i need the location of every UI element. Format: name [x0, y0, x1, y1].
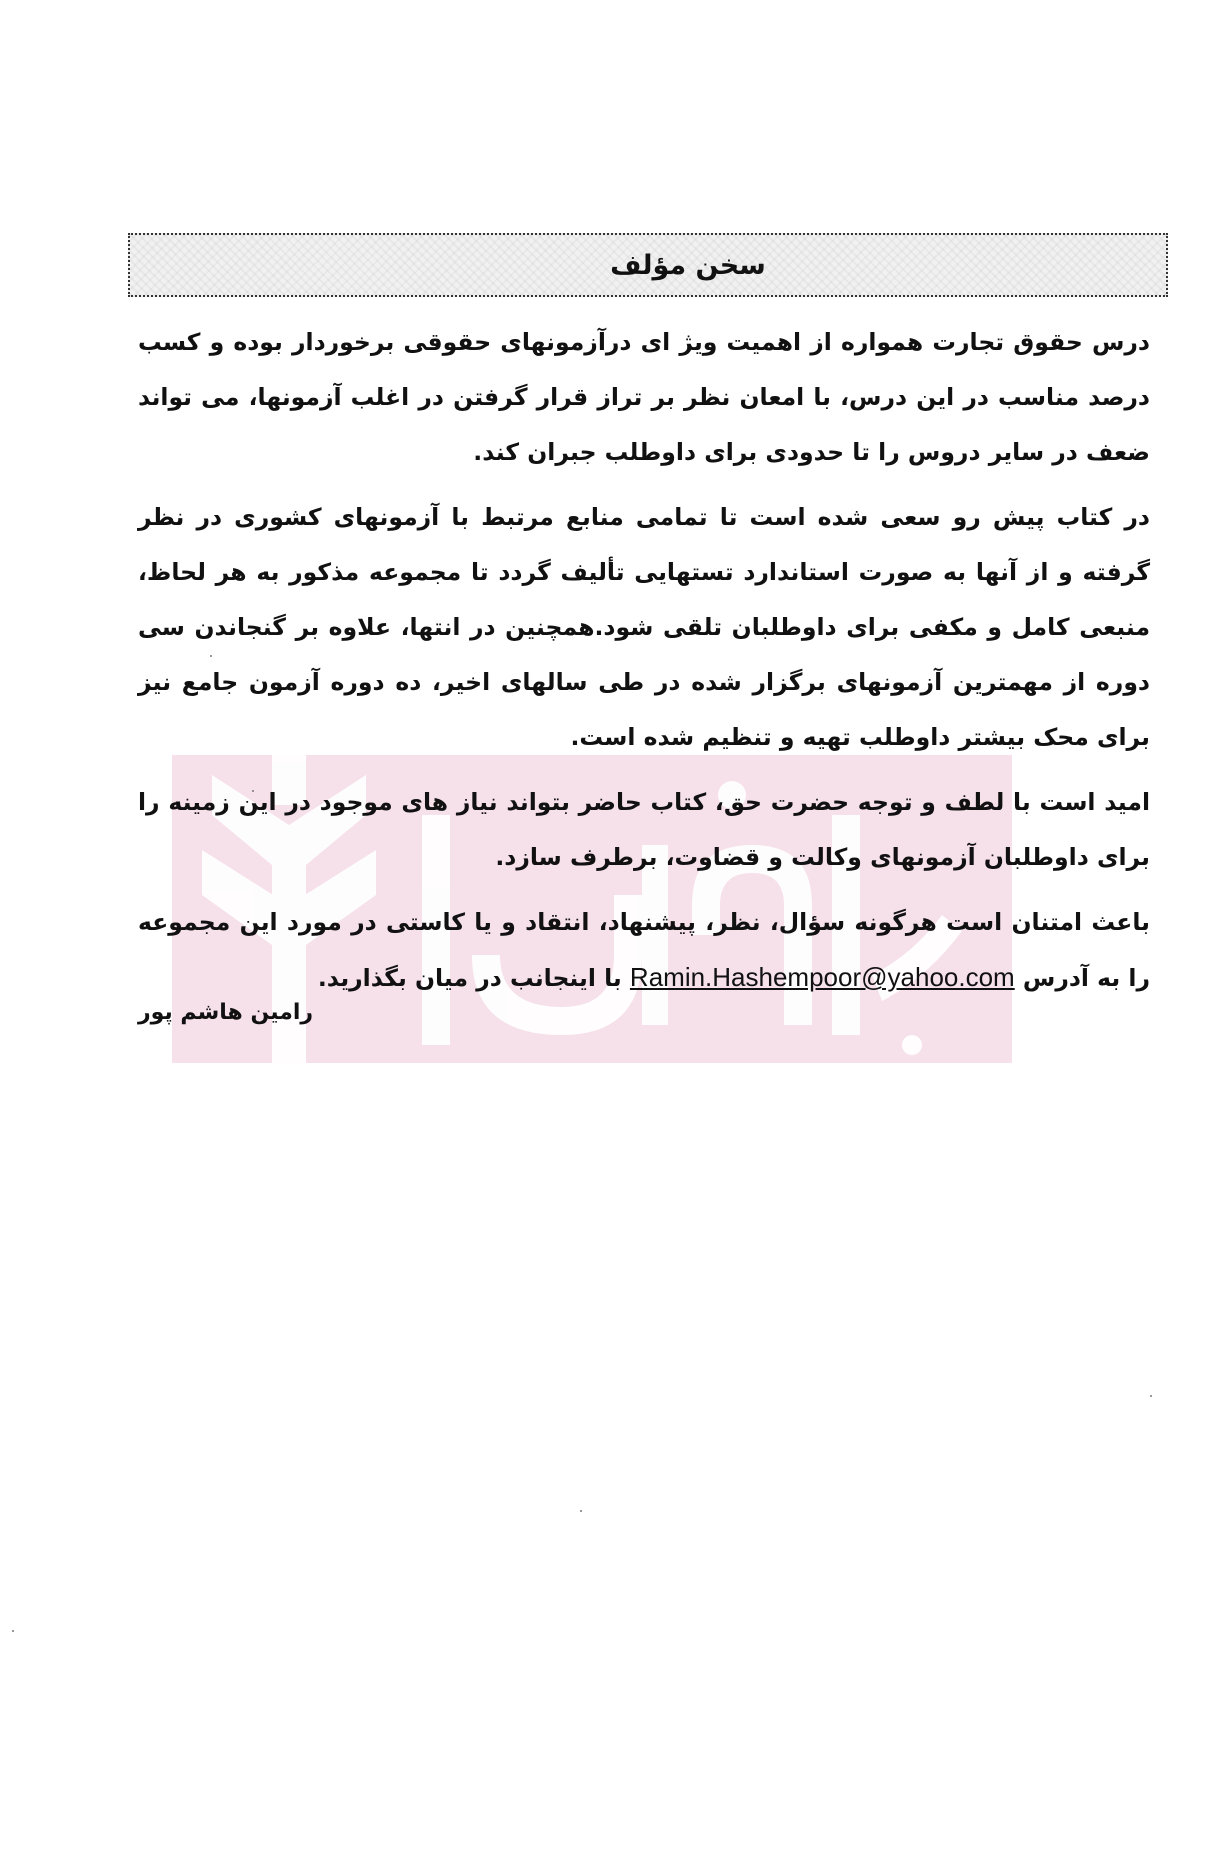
scan-speck [580, 1510, 582, 1512]
author-name: رامین هاشم پور [138, 1000, 314, 1025]
section-title-box [128, 233, 1168, 297]
paragraph-4 [138, 895, 1150, 1006]
scan-speck [12, 1630, 14, 1632]
preface-body [138, 315, 1150, 1016]
paragraph-1: درس حقوق تجارت همواره از اهمیت ویژ ای درآزمونهای حقوقی برخوردار بوده و کسب درصد مناسب در این درس، با امعان نظر بر تراز قرار گرفتن در اغلب آزمونها، می تواند ضعف در سایر دروس را تا حدودی برای داوطلب جبران کند. [138, 328, 1150, 466]
section-title: سخن مؤلف [610, 249, 766, 281]
paragraph-3: امید است با لطف و توجه حضرت حق، کتاب حاضر بتواند نیاز های موجود در این زمینه را برای داوطلبان آزمونهای وکالت و قضاوت، برطرف سازد. [138, 788, 1150, 871]
contact-text-after: با اینجانب در میان بگذارید. [317, 964, 622, 992]
contact-text-before: باعث امتنان است هرگونه سؤال، نظر، پیشنهاد، انتقاد و یا کاستی در مورد این مجموعه را به آدرس [138, 908, 1150, 992]
email-link[interactable]: Ramin.Hashempoor@yahoo.com [629, 962, 1015, 992]
author-signature [138, 1000, 1150, 1025]
paragraph-2: در کتاب پیش رو سعی شده است تا تمامی منابع مرتبط با آزمونهای کشوری در نظر گرفته و از آنها به صورت استاندارد تستهایی تألیف گردد تا مجموعه مذکور به هر لحاظ، منبعی کامل و مکفی برای داوطلبان تلقی شود.همچنین در انتها، علاوه بر گنجاندن سی دوره از مهمترین آزمونهای برگزار شده در طی سالهای اخیر، ده دوره آزمون جامع نیز برای محک بیشتر داوطلب تهیه و تنظیم شده است. [138, 503, 1150, 751]
scan-speck [1150, 1395, 1152, 1397]
